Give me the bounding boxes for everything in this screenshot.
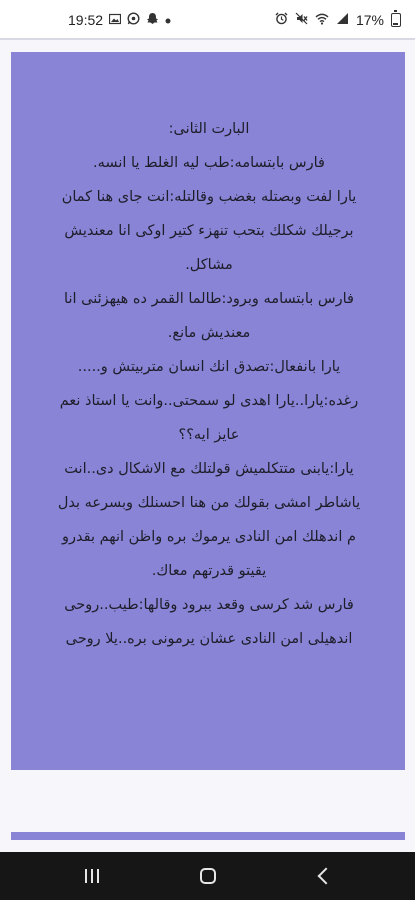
story-line: معنديش مانع.	[167, 325, 251, 341]
battery-icon	[391, 13, 401, 27]
story-line: يقيتو قدرتهم معاك.	[151, 563, 267, 579]
story-line: يارا لفت وبصتله بغضب وقالتله:انت جاى هنا كمان	[61, 189, 357, 205]
battery-percent: 17%	[355, 12, 384, 28]
story-line: فارس بابتسامه:طب ليه الغلط يا انسه.	[93, 155, 325, 171]
mute-icon	[295, 12, 308, 28]
status-left	[68, 12, 171, 28]
back-button[interactable]	[310, 862, 338, 890]
recents-icon	[85, 869, 99, 883]
dot-icon	[165, 13, 171, 27]
battery-level	[393, 23, 398, 25]
toolbar-divider	[0, 38, 415, 40]
status-bar	[0, 0, 415, 38]
signal-icon	[336, 12, 349, 28]
story-text	[31, 112, 387, 656]
story-line: ياشاطر امشى بقولك من هنا احسنلك وبسرعه بدل	[57, 495, 361, 511]
home-icon	[200, 868, 216, 884]
next-card-edge	[11, 832, 405, 840]
gallery-icon	[109, 13, 121, 28]
story-line: برجيلك شكلك بتحب تنهزء كتير اوكى انا معنديش	[64, 223, 354, 239]
status-right	[275, 12, 401, 28]
whatsapp-icon	[127, 12, 140, 28]
snapchat-icon	[146, 12, 159, 28]
story-line: يارا بانفعال:تصدق انك انسان متربيتش و.....	[77, 359, 341, 375]
clock: 19:52	[68, 12, 104, 28]
story-line: فارس شد كرسى وقعد ببرود وقالها:طيب..روحى	[64, 597, 354, 613]
wifi-icon	[315, 12, 329, 28]
story-line: مشاكل.	[185, 257, 233, 273]
recents-button[interactable]	[78, 862, 106, 890]
story-line: يارا:يابنى متتكلميش قولتلك مع الاشكال دى..انت	[64, 461, 354, 477]
story-line: م اندهلك امن النادى يرموك بره واظن انهم بقدرو	[62, 529, 356, 545]
story-line: عايز ايه؟؟	[178, 427, 240, 443]
story-card	[11, 52, 405, 770]
alarm-icon	[275, 12, 288, 28]
story-line: اندهيلى امن النادى عشان يرمونى بره..يلا روحى	[65, 631, 353, 647]
navigation-bar	[0, 852, 415, 900]
story-line: البارت الثانى:	[168, 121, 250, 137]
home-button[interactable]	[194, 862, 222, 890]
story-line: فارس بابتسامه وبرود:طالما القمر ده هيهزئنى انا	[64, 291, 354, 307]
back-icon	[318, 868, 335, 885]
story-line: رغده:يارا..يارا اهدى لو سمحتى..وانت يا استاذ نعم	[59, 393, 359, 409]
